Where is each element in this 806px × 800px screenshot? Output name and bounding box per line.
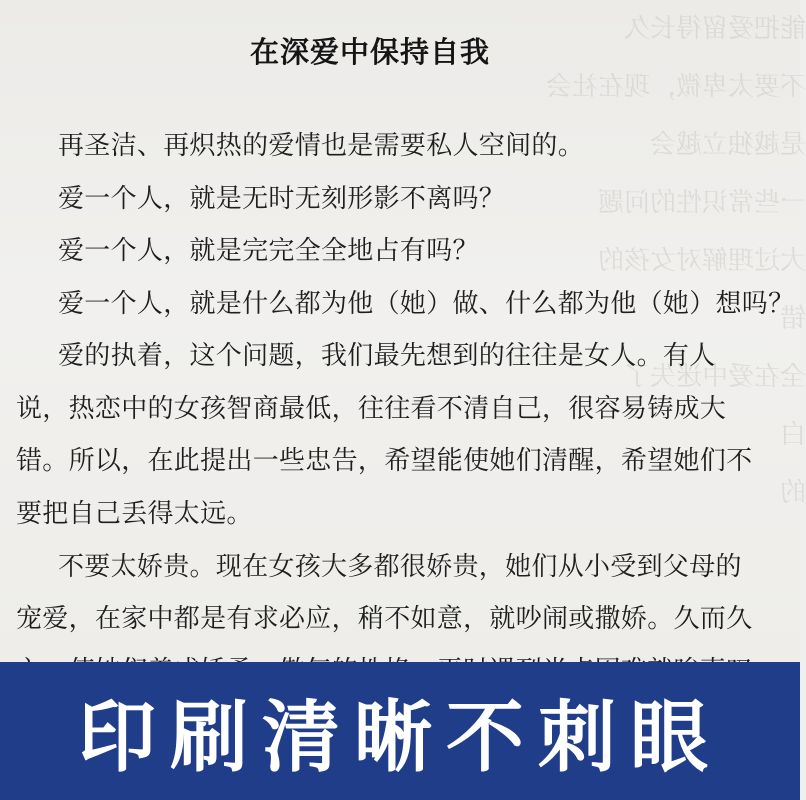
ghost-line: 能把爱留得长久 [623, 14, 806, 44]
ghost-line: 全在爱中迷失了 [623, 362, 806, 392]
body-line: 要把自己丢得太远。 [16, 499, 253, 529]
ghost-line: 不要太卑微，现在社会 [545, 72, 806, 102]
chapter-title: 在深爱中保持自我 [249, 35, 490, 69]
body-line: 爱一个人，就是什么都为他（她）做、什么都为他（她）想吗？ [58, 289, 795, 319]
ghost-line: 错 [779, 304, 806, 334]
promo-banner [0, 662, 800, 800]
body-line: 错。所以，在此提出一些忠告，希望能使她们清醒，希望她们不 [16, 446, 753, 476]
banner-text: 印刷清晰不刺眼 [77, 693, 722, 783]
body-line: 爱一个人，就是完完全全地占有吗？ [58, 236, 479, 266]
ghost-line: 白 [779, 420, 806, 450]
body-line: 爱的执着，这个问题，我们最先想到的往往是女人。有人 [58, 341, 716, 371]
body-line: 不要太娇贵。现在女孩大多都很娇贵，她们从小受到父母的 [58, 552, 742, 582]
body-line: 说，热恋中的女孩智商最低，往往看不清自己，很容易铸成大 [16, 394, 727, 424]
body-line: 宠爱，在家中都是有求必应，稍不如意，就吵闹或撒娇。久而久 [16, 604, 753, 634]
ghost-line: 是越独立越会 [649, 130, 806, 160]
ghost-line: 的 [779, 478, 806, 508]
ghost-line: 一些常识性的问题 [597, 188, 806, 218]
ghost-line: 大过理解对女孩的 [597, 246, 806, 276]
body-line: 再圣洁、再炽热的爱情也是需要私人空间的。 [58, 131, 585, 161]
body-line: 爱一个人，就是无时无刻形影不离吗？ [58, 184, 506, 214]
